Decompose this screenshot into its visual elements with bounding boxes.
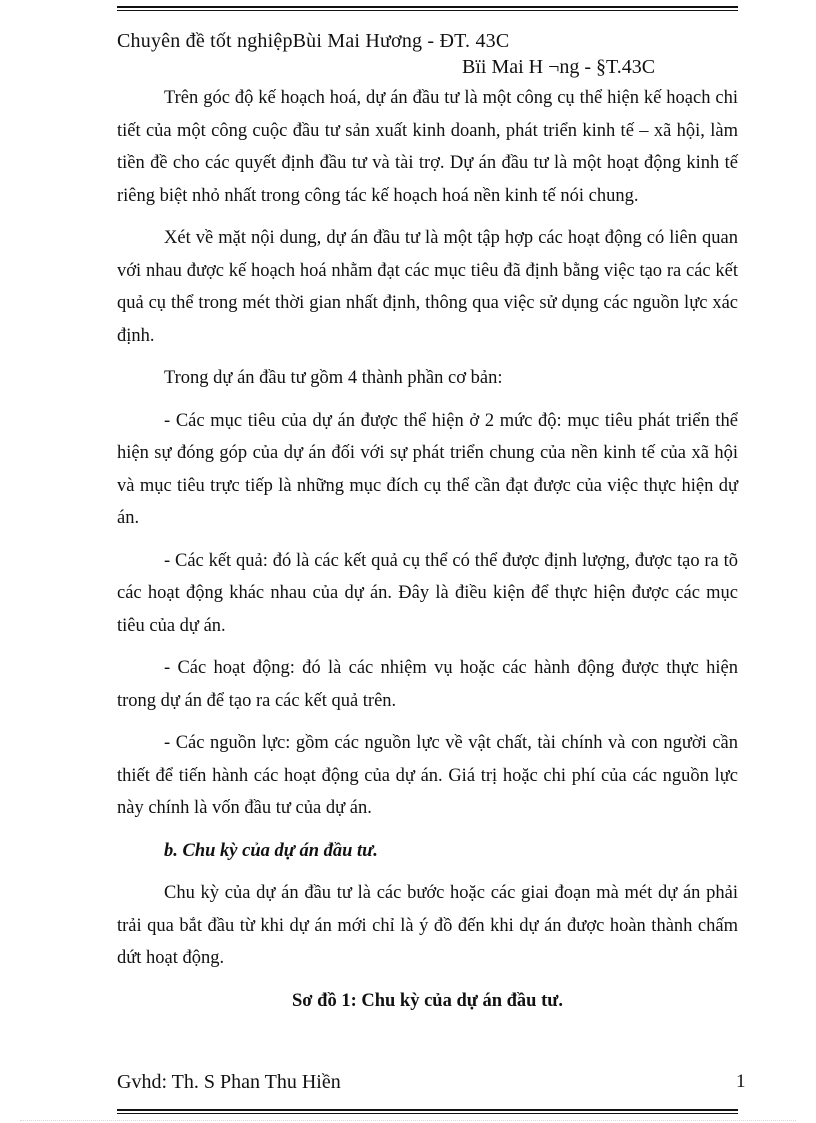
footer-double-rule xyxy=(117,1109,738,1114)
paragraph: Trong dự án đầu tư gồm 4 thành phần cơ bản: xyxy=(164,368,503,388)
footer-advisor: Gvhd: Th. S Phan Thu Hiền xyxy=(117,1071,341,1093)
header-author-legacy: Bïi Mai H ¬ng - §T.43C xyxy=(462,56,656,78)
paragraph: Trên góc độ kế hoạch hoá, dự án đầu tư là một công cụ thể hiện kế hoạch chi tiết của một công cuộc đầu tư sản xuất kinh doanh, phát triển kinh tế – xã hội, làm tiền đề cho các quyết định đầu tư và tài trợ. Dự án đầu tư là một hoạt động kinh tế riêng biệt nhỏ nhất trong công tác kế hoạch hoá nền kinh tế nói chung. xyxy=(117,88,738,206)
page-number: 1 xyxy=(736,1071,746,1092)
document-body xyxy=(117,82,738,1027)
section-heading: b. Chu kỳ của dự án đầu tư. xyxy=(164,840,378,861)
list-paragraph: - Các hoạt động: đó là các nhiệm vụ hoặc các hành động được thực hiện trong dự án để tạo ra các kết quả trên. xyxy=(117,658,738,711)
list-paragraph: - Các mục tiêu của dự án được thể hiện ở 2 mức độ: mục tiêu phát triển thể hiện sự đóng góp của dự án đối với sự phát triển chung của nền kinh tế của xã hội và mục tiêu trực tiếp là những mục đích cụ thể cần đạt được của việc thực hiện dự án. xyxy=(117,410,738,528)
list-paragraph: - Các nguồn lực: gồm các nguồn lực về vật chất, tài chính và con người cần thiết để tiến hành các hoạt động của dự án. Giá trị hoặc chi phí của các nguồn lực này chính là vốn đầu tư của dự án. xyxy=(117,733,738,818)
paragraph: Xét về mặt nội dung, dự án đầu tư là một tập hợp các hoạt động có liên quan với nhau được kế hoạch hoá nhằm đạt các mục tiêu đã định bằng việc tạo ra các kết quả cụ thể trong mét thời gian nhất định, thông qua việc sử dụng các nguồn lực xác định. xyxy=(117,228,738,346)
header-double-rule xyxy=(117,6,738,11)
page-edge-dotted-line xyxy=(20,1120,796,1121)
diagram-title: Sơ đồ 1: Chu kỳ của dự án đầu tư. xyxy=(292,990,563,1011)
list-paragraph: - Các kết quả: đó là các kết quả cụ thể có thể được định lượng, được tạo ra tõ các hoạt động khác nhau của dự án. Đây là điều kiện để thực hiện được các mục tiêu của dự án. xyxy=(117,550,738,636)
paragraph: Chu kỳ của dự án đầu tư là các bước hoặc các giai đoạn mà mét dự án phải trải qua bắt đầu từ khi dự án mới chỉ là ý đồ đến khi dự án được hoàn thành chấm dứt hoạt động. xyxy=(117,883,738,968)
header-title: Chuyên đề tốt nghiệpBùi Mai Hương - ĐT. 43C xyxy=(117,30,510,52)
